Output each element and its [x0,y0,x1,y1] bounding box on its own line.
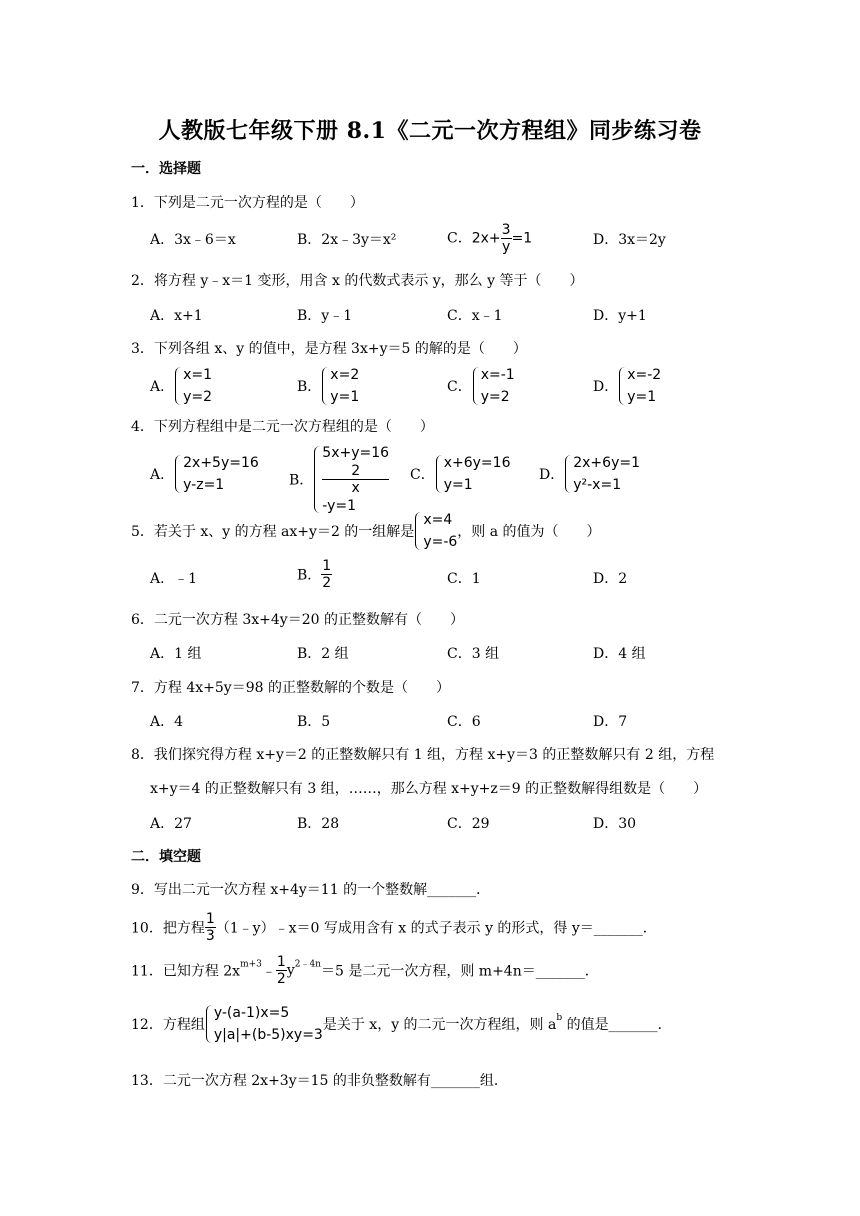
q7-option-d: D．7 [593,714,628,730]
q7-option-b: B．5 [297,714,331,730]
q3-option-a: A． x=1 y=2 [150,364,212,408]
q6-option-b: B．2 组 [297,646,349,662]
question-10: 10．把方程 $\frac{1}{3}$ （1﹣y）﹣x＝0 写成用含有 x 的式子表示 y 的形式，得 y＝_______． [131,911,657,944]
q1-option-c: C．2x+ $\frac{3}{y}$ =1 [447,222,533,255]
q6-option-a: A．1 组 [150,646,202,662]
question-11: 11．已知方程 $2x^{m+3}﹣$ $\frac{1}{2}$ $y^{2﹣4n}=5$ 是二元一次方程，则 m+4n＝_______． [131,954,599,987]
q8-option-a: A．27 [150,816,192,832]
question-3-stem: 3．下列各组 x、y 的值中，是方程 3x+y＝5 的解的是（ ） [131,341,527,357]
q4-option-d: D． 2x+6y=1 y²-x=1 [539,452,640,496]
q6-option-d: D．4 组 [593,646,646,662]
q2-option-d: D．y+1 [593,308,647,324]
question-8-line1: 8．我们探究得方程 x+y＝2 的正整数解只有 1 组，方程 x+y＝3 的正整数解只有 2 组，方程 [131,747,715,763]
question-13: 13．二元一次方程 2x+3y＝15 的非负整数解有_______组． [131,1073,508,1089]
q1-option-a: A．3x﹣6＝x [150,232,236,248]
q4-option-a: A． 2x+5y=16 y-z=1 [150,452,259,496]
q2-option-a: A．x+1 [150,308,203,324]
question-5-stem: 5．若关于 x、y 的方程 ax+y＝2 的一组解是 x=4 y=-6 ，则 a 的值为（ ） [131,509,601,553]
question-12: 12．方程组 y-(a-1)x=5 y|a|+(b-5)xy=3 是关于 x，y 的二元一次方程组，则 $a^b$ 的值是_______． [131,1002,672,1046]
q1-option-b: B．2x﹣3y＝x² [297,232,397,248]
q5-option-b: B． $\frac{1}{2}$ [297,558,332,591]
page-title: 人教版七年级下册 8.1《二元一次方程组》同步练习卷 [158,118,702,144]
q1-option-c-label: C． [447,230,472,247]
question-1-stem: 1．下列是二元一次方程的是（ ） [131,195,364,211]
question-6-stem: 6．二元一次方程 3x+4y＝20 的正整数解有（ ） [131,612,464,628]
q7-option-c: C．6 [447,714,481,730]
q5-option-a: A．﹣1 [150,571,198,587]
q8-option-b: B．28 [297,816,340,832]
question-9: 9．写出二元一次方程 x+4y＝11 的一个整数解_______． [131,882,491,898]
q7-option-a: A．4 [150,714,184,730]
q4-option-c: C． x+6y=16 y=1 [410,452,510,496]
q2-option-c: C．x﹣1 [447,308,503,324]
question-8-line2: x+y＝4 的正整数解只有 3 组，……，那么方程 x+y+z＝9 的正整数解得组数是（ ） [150,781,708,797]
q3-option-d: D． x=-2 y=1 [593,364,661,408]
question-7-stem: 7．方程 4x+5y＝98 的正整数解的个数是（ ） [131,680,450,696]
section-fill: 二．填空题 [131,849,201,865]
question-2-stem: 2．将方程 y﹣x＝1 变形，用含 x 的代数式表示 y，那么 y 等于（ ） [131,273,584,289]
section-choice: 一．选择题 [131,161,201,177]
q1-option-d: D．3x＝2y [593,232,666,248]
q2-option-b: B．y﹣1 [297,308,353,324]
q5-option-c: C．1 [447,571,481,587]
q5-option-d: D．2 [593,571,628,587]
q4-option-b: B． 5x+y=16 2 x -y=1 [289,445,390,514]
q8-option-d: D．30 [593,816,637,832]
q3-option-c: C． x=-1 y=2 [447,364,515,408]
q6-option-c: C．3 组 [447,646,500,662]
q3-option-b: B． x=2 y=1 [297,364,359,408]
q8-option-c: C．29 [447,816,490,832]
question-4-stem: 4．下列方程组中是二元一次方程组的是（ ） [131,419,434,435]
